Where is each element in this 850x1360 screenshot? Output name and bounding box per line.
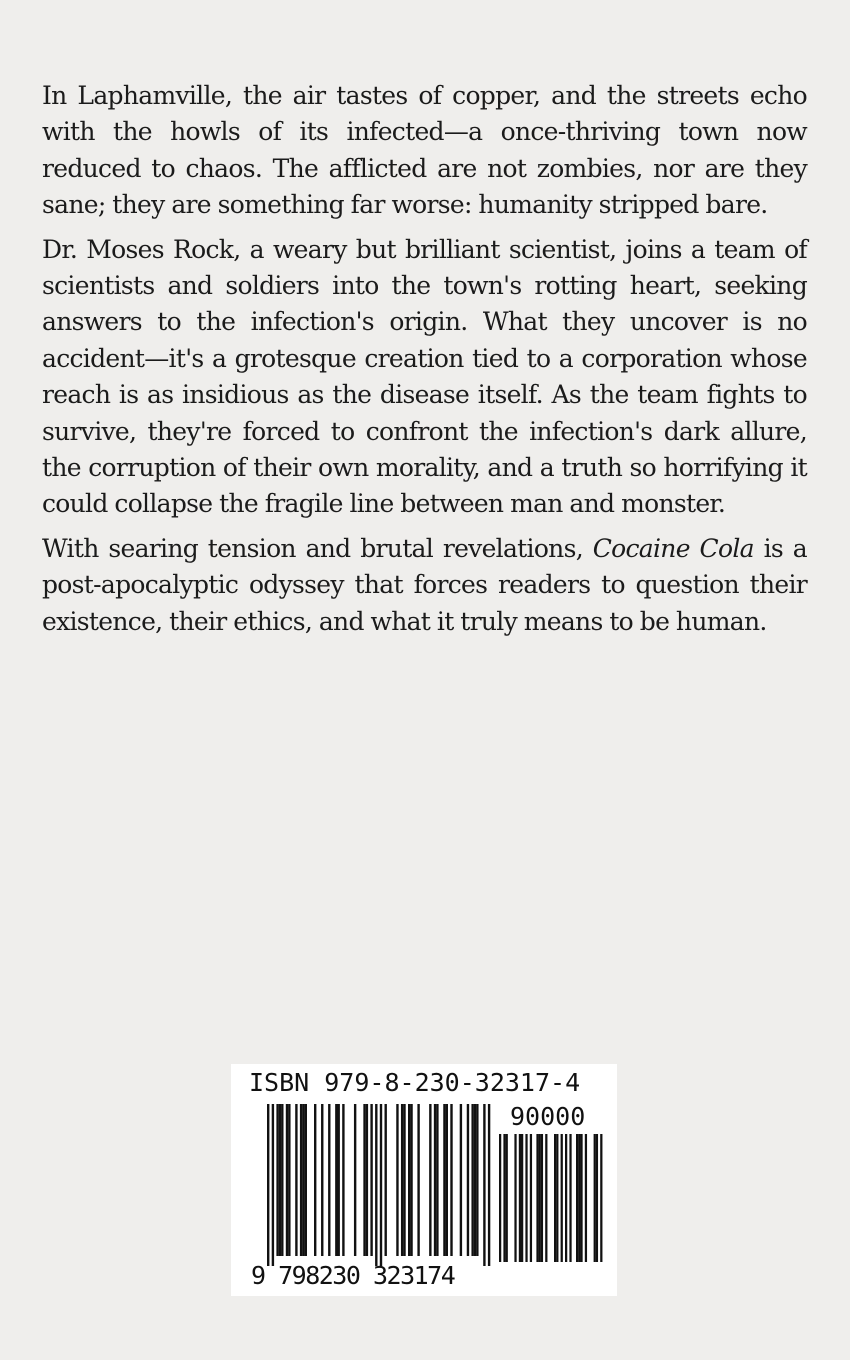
barcode-bar [585,1134,587,1262]
barcode-bar [288,1104,290,1256]
barcode-bar [410,1104,412,1256]
barcode-bar [408,1104,410,1256]
barcode-bar [443,1104,445,1256]
barcode-bar [434,1104,436,1256]
barcode-bar [370,1104,372,1256]
blurb-p3-lead: With searing tension and brutal revelations, [42,533,593,563]
barcode-bar [396,1104,398,1256]
barcode-bar [314,1104,316,1256]
barcode-bar [545,1134,547,1262]
barcode-bar [499,1134,501,1262]
barcode-bar [474,1104,476,1256]
book-title: Cocaine Cola [592,533,754,563]
barcode-bar [530,1134,532,1262]
barcode-digits: 9 798230 323174 [251,1261,455,1290]
barcode-bar [403,1104,405,1256]
barcode-bar [375,1104,377,1266]
barcode-bar [328,1104,330,1256]
barcode-bar [267,1104,269,1266]
barcode-bar [488,1104,490,1266]
barcode-bar [580,1134,582,1262]
barcode-bar [342,1104,344,1256]
barcode-bar [569,1134,571,1262]
barcode-bar [471,1104,473,1256]
barcode-bar [302,1104,304,1256]
barcode-bar [281,1104,283,1256]
blurb-p3-tail: is a post-apocalyptic odyssey that forces readers to question their existence, their ethics, and what it truly means to be human. [42,533,807,636]
barcode-bar [436,1104,438,1256]
barcode-bar [578,1134,580,1262]
barcode-bar [519,1134,521,1262]
barcode-bar [525,1134,527,1262]
barcode-bar [354,1104,356,1256]
barcode-bar [335,1104,337,1256]
barcode-bar [600,1134,602,1262]
barcode-bar [276,1104,278,1256]
barcode-bar [366,1104,368,1256]
barcode-bar [596,1134,598,1262]
barcode-bar [300,1104,302,1256]
isbn-barcode [231,1064,617,1296]
barcode-bar [506,1134,508,1262]
barcode-bar [446,1104,448,1256]
barcode-bar [539,1134,541,1262]
barcode-bar [554,1134,556,1262]
blurb-paragraph-1: In Laphamville, the air tastes of copper, and the streets echo with the howls of its infected—a once-thriving town now reduced to chaos. The afflicted are not zombies, nor are they sane; they are something far worse: humanity stripped bare. [42,81,807,220]
barcode-bar [380,1104,382,1266]
blurb-paragraph-2: Dr. Moses Rock, a weary but brilliant scientist, joins a team of scientists and soldiers into the town's rotting heart, seeking answers to the infection's origin. What they uncover is no accident—it's a grotesque creation tied to a corporation whose reach is as insidious as the disease itself. As the team fights to survive, they're forced to confront the infection's dark allure, the corruption of their own morality, and a truth so horrifying it could collapse the fragile line between man and monster. [42,234,807,519]
barcode-bar [321,1104,323,1256]
barcode-bar [541,1134,543,1262]
barcode-bar [561,1134,563,1262]
barcode-bar [417,1104,419,1256]
barcode-bar [401,1104,403,1256]
barcode-bar [286,1104,288,1256]
barcode-bar [576,1134,578,1262]
back-cover-blurb [42,78,807,648]
barcode-bar [385,1104,387,1256]
barcode-bar [476,1104,478,1256]
barcode-bar [565,1134,567,1262]
barcode-bar [556,1134,558,1262]
barcode-bar [467,1104,469,1256]
barcode-bar [429,1104,431,1256]
barcode-bar [483,1104,485,1266]
barcode-bar [460,1104,462,1256]
barcode-bar [279,1104,281,1256]
barcode-bar [272,1104,274,1266]
barcode-bar [594,1134,596,1262]
isbn-label: ISBN 979-8-230-32317-4 [249,1068,581,1097]
price-code: 90000 [510,1102,586,1131]
barcode-bar [295,1104,297,1256]
barcode-bar [338,1104,340,1256]
barcode-bar [450,1104,452,1256]
blurb-paragraph-3 [42,531,807,640]
barcode-bar [514,1134,516,1262]
barcode-bar [305,1104,307,1256]
barcode-bar [536,1134,538,1262]
barcode-bar [503,1134,505,1262]
barcode-bar [521,1134,523,1262]
barcode-bar [363,1104,365,1256]
